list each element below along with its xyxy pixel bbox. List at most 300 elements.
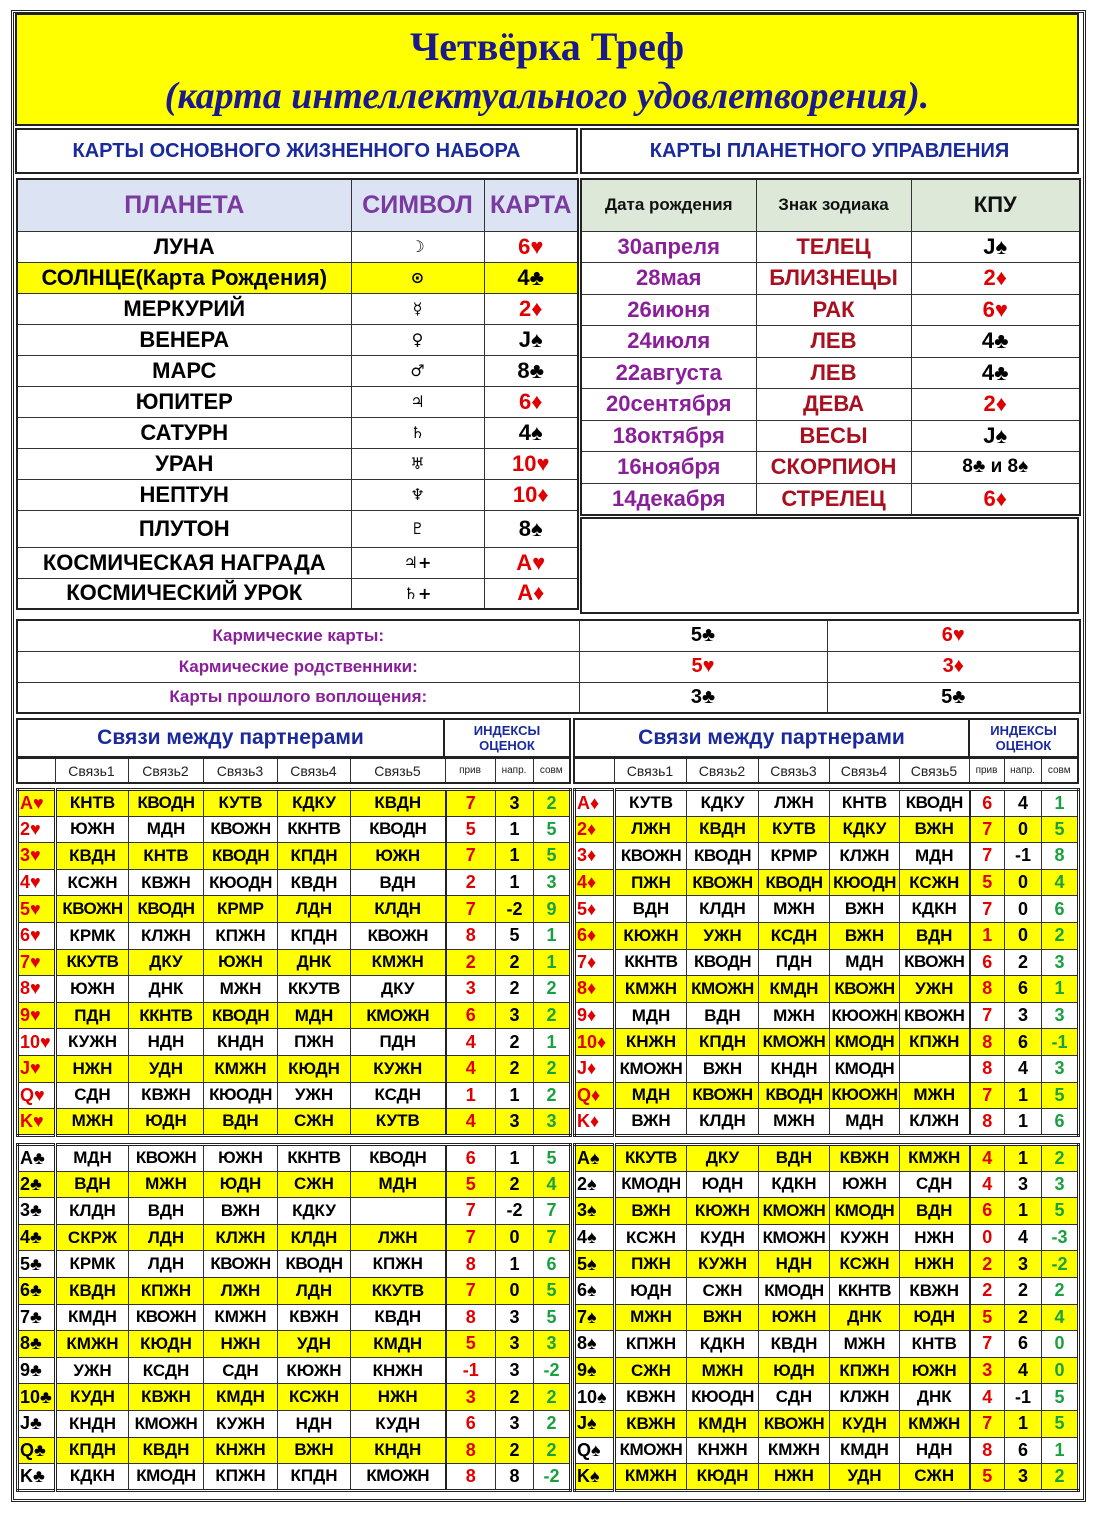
link-1: МДН — [56, 1145, 129, 1172]
link-4: КСЖН — [830, 1251, 900, 1278]
index-compatibility: 3 — [1042, 1055, 1079, 1082]
link-2: КВЖН — [129, 1384, 204, 1411]
birth-date: 30апреля — [581, 231, 756, 263]
index-compatibility: 1 — [534, 1029, 571, 1056]
link-1: КВЖН — [615, 1384, 687, 1411]
link-1: ВЖН — [615, 1109, 687, 1136]
link-3: КМЖН — [204, 1304, 278, 1331]
link-4: КМДН — [830, 1437, 900, 1464]
planet-symbol-icon: ☿ — [351, 293, 484, 324]
index-attraction: 5 — [446, 816, 496, 843]
link-4: МДН — [278, 1002, 351, 1029]
birth-date: 28мая — [581, 263, 756, 295]
planet-symbol-icon: ♆ — [351, 479, 484, 510]
index-compatibility: 5 — [534, 816, 571, 843]
link-2: ВДН — [687, 1002, 759, 1029]
partners-title: Связи между партнерами — [18, 720, 445, 756]
link-5: КСДН — [351, 1082, 446, 1109]
kpu-card: 4♣ — [911, 357, 1080, 389]
link-5: МДН — [351, 1171, 446, 1198]
partner-row — [575, 816, 1079, 843]
index-attraction: 8 — [970, 1109, 1005, 1136]
index-attraction: 0 — [970, 1224, 1005, 1251]
column-header: совм — [533, 758, 570, 783]
index-tension: 2 — [496, 1171, 534, 1198]
partner-card: 5♣ — [18, 1251, 56, 1278]
link-1: МДН — [615, 1002, 687, 1029]
index-attraction: 6 — [446, 1410, 496, 1437]
partners-header-left — [16, 718, 571, 758]
kpu-row — [581, 357, 1080, 389]
column-header: прив — [445, 758, 495, 783]
link-5: КМЖН — [351, 949, 446, 976]
index-tension: 3 — [1005, 1464, 1042, 1491]
partner-card: J♥ — [18, 1055, 56, 1082]
link-2: КВОЖН — [129, 1304, 204, 1331]
link-3: ЛЖН — [759, 790, 830, 817]
index-attraction: 5 — [970, 1464, 1005, 1491]
index-compatibility: 2 — [1042, 1464, 1079, 1491]
link-5: КВДН — [351, 790, 446, 817]
index-attraction: 7 — [446, 896, 496, 923]
index-compatibility: 5 — [534, 1277, 571, 1304]
partner-row — [18, 1437, 571, 1464]
link-5: КМЖН — [900, 1145, 970, 1172]
link-5: КВЖН — [900, 1277, 970, 1304]
partner-row — [18, 1304, 571, 1331]
column-header: Связь2 — [128, 758, 203, 783]
index-compatibility: 4 — [534, 1171, 571, 1198]
column-header: КАРТА — [484, 179, 578, 231]
index-attraction: 7 — [970, 896, 1005, 923]
partner-card: Q♦ — [575, 1082, 615, 1109]
link-5: КМОЖН — [351, 1464, 446, 1491]
index-compatibility: 0 — [1042, 1331, 1079, 1358]
karmic-row — [17, 682, 1080, 713]
index-tension: 0 — [496, 1277, 534, 1304]
link-1: ЮДН — [615, 1277, 687, 1304]
index-tension: 4 — [1005, 1224, 1042, 1251]
link-4: КЛЖН — [830, 1384, 900, 1411]
index-tension: 2 — [1005, 1304, 1042, 1331]
link-4: УЖН — [278, 1082, 351, 1109]
partner-row — [575, 1082, 1079, 1109]
link-1: КУДН — [56, 1384, 129, 1411]
section-header-planetary: КАРТЫ ПЛАНЕТНОГО УПРАВЛЕНИЯ — [580, 128, 1079, 174]
link-1: КВДН — [56, 843, 129, 870]
index-tension: 1 — [1005, 1145, 1042, 1172]
link-2: КПЖН — [129, 1277, 204, 1304]
index-attraction: 8 — [446, 1304, 496, 1331]
partner-row — [18, 1171, 571, 1198]
partner-card: J♦ — [575, 1055, 615, 1082]
index-attraction: 6 — [446, 1145, 496, 1172]
planet-symbol-icon: ♀ — [351, 324, 484, 355]
index-attraction: 4 — [970, 1171, 1005, 1198]
partner-row — [18, 1224, 571, 1251]
link-4: КВДН — [278, 869, 351, 896]
link-1: КМДН — [56, 1304, 129, 1331]
partner-card: K♠ — [575, 1464, 615, 1491]
link-4: ВЖН — [278, 1437, 351, 1464]
link-1: КМЖН — [615, 976, 687, 1003]
index-tension: 3 — [496, 1331, 534, 1358]
link-3: КНЖН — [204, 1437, 278, 1464]
index-attraction: 7 — [970, 816, 1005, 843]
link-4: ВЖН — [830, 896, 900, 923]
index-compatibility: -3 — [1042, 1224, 1079, 1251]
partner-card: A♣ — [18, 1145, 56, 1172]
index-tension: 8 — [496, 1464, 534, 1491]
partner-card: K♣ — [18, 1464, 56, 1491]
zodiac-sign: ЛЕВ — [756, 326, 911, 358]
column-header: СИМВОЛ — [351, 179, 484, 231]
link-1: ВДН — [615, 896, 687, 923]
planet-card: 4♠ — [484, 417, 578, 448]
zodiac-sign: ВЕСЫ — [756, 420, 911, 452]
partner-row — [18, 1251, 571, 1278]
link-3: ПДН — [759, 949, 830, 976]
index-attraction: 2 — [446, 869, 496, 896]
link-1: МЖН — [615, 1304, 687, 1331]
link-3: КМОЖН — [759, 1029, 830, 1056]
link-3: КПЖН — [204, 922, 278, 949]
index-attraction: 7 — [446, 790, 496, 817]
index-compatibility: 3 — [534, 1109, 571, 1136]
partner-row — [18, 896, 571, 923]
partner-row — [575, 1224, 1079, 1251]
link-1: КМОЖН — [615, 1055, 687, 1082]
link-4: ПЖН — [278, 1029, 351, 1056]
partner-row — [575, 1055, 1079, 1082]
link-4: КМОДН — [830, 1055, 900, 1082]
link-1: ПДН — [56, 1002, 129, 1029]
planet-symbol-icon: ♃ — [351, 386, 484, 417]
partner-card: 6♦ — [575, 922, 615, 949]
link-2: КУДН — [687, 1224, 759, 1251]
index-attraction: 4 — [446, 1109, 496, 1136]
link-5: КПЖН — [900, 1029, 970, 1056]
column-header: КПУ — [911, 179, 1080, 231]
karmic-card: 3♦ — [827, 651, 1080, 682]
link-2: ЛДН — [129, 1224, 204, 1251]
link-3: МЖН — [759, 1002, 830, 1029]
link-5 — [351, 1198, 446, 1225]
index-attraction: 2 — [970, 1251, 1005, 1278]
link-3: КПЖН — [204, 1464, 278, 1491]
link-1: ККУТВ — [56, 949, 129, 976]
link-2: КДКН — [687, 1331, 759, 1358]
link-5: КЛЖН — [900, 1109, 970, 1136]
partner-card: 8♥ — [18, 976, 56, 1003]
kpu-row — [581, 452, 1080, 484]
link-2: КВДН — [129, 1437, 204, 1464]
link-2: ДНК — [129, 976, 204, 1003]
index-attraction: 6 — [446, 1002, 496, 1029]
link-5: КМДН — [351, 1331, 446, 1358]
index-compatibility: 1 — [1042, 1437, 1079, 1464]
link-5: КПЖН — [351, 1251, 446, 1278]
partner-row — [575, 949, 1079, 976]
link-4: КВЖН — [278, 1304, 351, 1331]
link-3: МЖН — [759, 896, 830, 923]
partner-card: 7♥ — [18, 949, 56, 976]
kpu-card: 6♥ — [911, 294, 1080, 326]
kpu-row — [581, 231, 1080, 263]
planets-header-row — [17, 179, 578, 231]
link-3: КДКН — [759, 1171, 830, 1198]
link-5: ВЖН — [900, 816, 970, 843]
link-1: КВЖН — [615, 1410, 687, 1437]
link-2: КВОЖН — [687, 1082, 759, 1109]
index-attraction: 7 — [446, 1198, 496, 1225]
link-2: ВЖН — [687, 1304, 759, 1331]
empty-box — [580, 517, 1079, 614]
link-5: НЖН — [900, 1251, 970, 1278]
index-compatibility: 2 — [1042, 1145, 1079, 1172]
column-header: Связь2 — [686, 758, 758, 783]
link-5: КВОДН — [900, 790, 970, 817]
zodiac-sign: РАК — [756, 294, 911, 326]
link-3: КМОЖН — [759, 1198, 830, 1225]
partner-card: 2♠ — [575, 1171, 615, 1198]
link-3: ВДН — [204, 1109, 278, 1136]
partner-row — [575, 1251, 1079, 1278]
partner-card: 7♠ — [575, 1304, 615, 1331]
index-tension: 2 — [496, 949, 534, 976]
birth-date: 18октября — [581, 420, 756, 452]
index-tension: 2 — [1005, 949, 1042, 976]
link-2: КВДН — [687, 816, 759, 843]
link-1: КВДН — [56, 1277, 129, 1304]
partner-row — [575, 1304, 1079, 1331]
column-header: прив — [969, 758, 1004, 783]
planet-card: 8♠ — [484, 510, 578, 547]
link-2: КЛДН — [687, 1109, 759, 1136]
kpu-card: J♠ — [911, 420, 1080, 452]
link-1: КВОЖН — [56, 896, 129, 923]
link-5: КВОЖН — [900, 1002, 970, 1029]
index-compatibility: 5 — [1042, 1384, 1079, 1411]
index-compatibility: 5 — [534, 1304, 571, 1331]
kpu-row — [581, 263, 1080, 295]
planet-name: КОСМИЧЕСКИЙ УРОК — [17, 578, 351, 609]
index-compatibility: 2 — [1042, 922, 1079, 949]
index-tension: 3 — [496, 790, 534, 817]
index-compatibility: 2 — [534, 976, 571, 1003]
link-3: КЮОДН — [204, 869, 278, 896]
partner-row — [18, 816, 571, 843]
index-tension: -1 — [1005, 1384, 1042, 1411]
partner-card: 2♥ — [18, 816, 56, 843]
link-3: ВДН — [759, 1145, 830, 1172]
link-4: КПДН — [278, 1464, 351, 1491]
link-5: КМОЖН — [351, 1002, 446, 1029]
link-3: КВОДН — [759, 1082, 830, 1109]
index-attraction: 6 — [970, 949, 1005, 976]
index-compatibility: 5 — [1042, 816, 1079, 843]
partner-row — [575, 1145, 1079, 1172]
partner-card: 5♦ — [575, 896, 615, 923]
link-1: ПЖН — [615, 1251, 687, 1278]
index-compatibility: 5 — [1042, 1198, 1079, 1225]
partner-row — [18, 1029, 571, 1056]
planet-row — [17, 417, 578, 448]
planet-symbol-icon: ♂ — [351, 355, 484, 386]
link-1: КПДН — [56, 1437, 129, 1464]
planet-name: ЛУНА — [17, 231, 351, 262]
link-3: ВЖН — [204, 1198, 278, 1225]
link-2: КЮДН — [129, 1331, 204, 1358]
partner-card: 9♣ — [18, 1357, 56, 1384]
link-5: КНТВ — [900, 1331, 970, 1358]
link-4: КНТВ — [830, 790, 900, 817]
link-2: КВОДН — [687, 843, 759, 870]
index-compatibility: 3 — [534, 869, 571, 896]
index-tension: 3 — [496, 1410, 534, 1437]
index-attraction: 3 — [446, 976, 496, 1003]
link-3: СДН — [759, 1384, 830, 1411]
link-4: КЮОДН — [830, 869, 900, 896]
index-tension: 1 — [1005, 1082, 1042, 1109]
index-attraction: 3 — [446, 1384, 496, 1411]
karmic-card: 5♥ — [579, 651, 827, 682]
kpu-row — [581, 420, 1080, 452]
partner-card: A♦ — [575, 790, 615, 817]
partner-row — [575, 1277, 1079, 1304]
partner-row — [575, 896, 1079, 923]
link-5: ЛЖН — [351, 1224, 446, 1251]
partner-row — [18, 1002, 571, 1029]
link-5 — [900, 1055, 970, 1082]
link-3: КМДН — [204, 1384, 278, 1411]
partner-row — [18, 790, 571, 817]
index-compatibility: 2 — [534, 1055, 571, 1082]
title-banner — [15, 13, 1079, 126]
link-3: КМОДН — [759, 1277, 830, 1304]
index-tension: 1 — [1005, 1410, 1042, 1437]
index-attraction: 4 — [446, 1055, 496, 1082]
link-4: КПЖН — [830, 1357, 900, 1384]
link-3: ЮЖН — [204, 949, 278, 976]
karmic-label: Карты прошлого воплощения: — [17, 682, 579, 713]
planet-symbol-icon: ⊙ — [351, 262, 484, 293]
zodiac-sign: БЛИЗНЕЦЫ — [756, 263, 911, 295]
partner-card: Q♥ — [18, 1082, 56, 1109]
planet-name: ПЛУТОН — [17, 510, 351, 547]
link-2: КВОЖН — [129, 1145, 204, 1172]
index-compatibility: 1 — [534, 949, 571, 976]
link-5: НЖН — [351, 1384, 446, 1411]
index-label: ИНДЕКСЫ ОЦЕНОК — [990, 723, 1057, 753]
partner-card: 10♣ — [18, 1384, 56, 1411]
zodiac-sign: ДЕВА — [756, 389, 911, 421]
partner-row — [575, 1171, 1079, 1198]
planet-name: МЕРКУРИЙ — [17, 293, 351, 324]
partner-card: 2♣ — [18, 1171, 56, 1198]
index-attraction: 7 — [446, 1277, 496, 1304]
partner-card: 8♠ — [575, 1331, 615, 1358]
index-attraction: 1 — [970, 922, 1005, 949]
planet-row — [17, 479, 578, 510]
index-compatibility: 5 — [1042, 1410, 1079, 1437]
kpu-header-row — [581, 179, 1080, 231]
link-2: УЖН — [687, 922, 759, 949]
partner-row — [18, 1198, 571, 1225]
link-4: КПДН — [278, 843, 351, 870]
link-2: УДН — [129, 1055, 204, 1082]
index-compatibility: 3 — [1042, 949, 1079, 976]
link-1: МЖН — [56, 1109, 129, 1136]
index-compatibility: 7 — [534, 1224, 571, 1251]
link-3: ЮДН — [759, 1357, 830, 1384]
index-tension: 2 — [496, 1437, 534, 1464]
link-2: КНЖН — [687, 1437, 759, 1464]
link-3: КМЖН — [759, 1437, 830, 1464]
link-5: ДНК — [900, 1384, 970, 1411]
link-2: КВЖН — [129, 1082, 204, 1109]
link-3: КВОЖН — [204, 1251, 278, 1278]
karmic-card: 6♥ — [827, 620, 1080, 651]
partner-card: 4♦ — [575, 869, 615, 896]
karmic-card: 3♣ — [579, 682, 827, 713]
planet-row — [17, 262, 578, 293]
partner-row — [18, 1109, 571, 1136]
partner-row — [575, 1384, 1079, 1411]
link-4: МЖН — [830, 1331, 900, 1358]
planet-card: A♥ — [484, 547, 578, 578]
kpu-table — [580, 178, 1081, 516]
column-header: Связь5 — [350, 758, 445, 783]
partner-card: J♣ — [18, 1410, 56, 1437]
link-3: ЮЖН — [204, 1145, 278, 1172]
kpu-card: 2♦ — [911, 389, 1080, 421]
index-tension: 1 — [496, 1145, 534, 1172]
index-compatibility: 2 — [534, 1082, 571, 1109]
index-tension: 1 — [496, 1082, 534, 1109]
column-header: ПЛАНЕТА — [17, 179, 351, 231]
planets-table — [16, 178, 579, 610]
index-tension: 3 — [496, 1304, 534, 1331]
link-2: КЮДН — [687, 1464, 759, 1491]
partner-row — [18, 922, 571, 949]
partners-table-right-top — [573, 788, 1080, 1137]
link-3: КМЖН — [204, 1055, 278, 1082]
column-header — [17, 758, 55, 783]
index-tension: 1 — [496, 843, 534, 870]
index-tension: 2 — [1005, 1277, 1042, 1304]
index-tension: 2 — [496, 1055, 534, 1082]
partner-card: 9♠ — [575, 1357, 615, 1384]
index-attraction: -1 — [446, 1357, 496, 1384]
link-1: ВДН — [56, 1171, 129, 1198]
index-tension: 6 — [1005, 1331, 1042, 1358]
index-attraction: 1 — [446, 1082, 496, 1109]
karmic-card: 5♣ — [579, 620, 827, 651]
index-compatibility: 6 — [534, 1251, 571, 1278]
link-2: КМОЖН — [129, 1410, 204, 1437]
index-tension: 3 — [1005, 1251, 1042, 1278]
index-tension: -1 — [1005, 843, 1042, 870]
link-4: КМОДН — [830, 1029, 900, 1056]
partner-card: 8♦ — [575, 976, 615, 1003]
index-tension: 5 — [496, 922, 534, 949]
partner-card: 6♣ — [18, 1277, 56, 1304]
link-4: КЮОЖН — [830, 1082, 900, 1109]
link-4: ДНК — [830, 1304, 900, 1331]
link-5: МЖН — [900, 1082, 970, 1109]
index-attraction: 7 — [970, 843, 1005, 870]
